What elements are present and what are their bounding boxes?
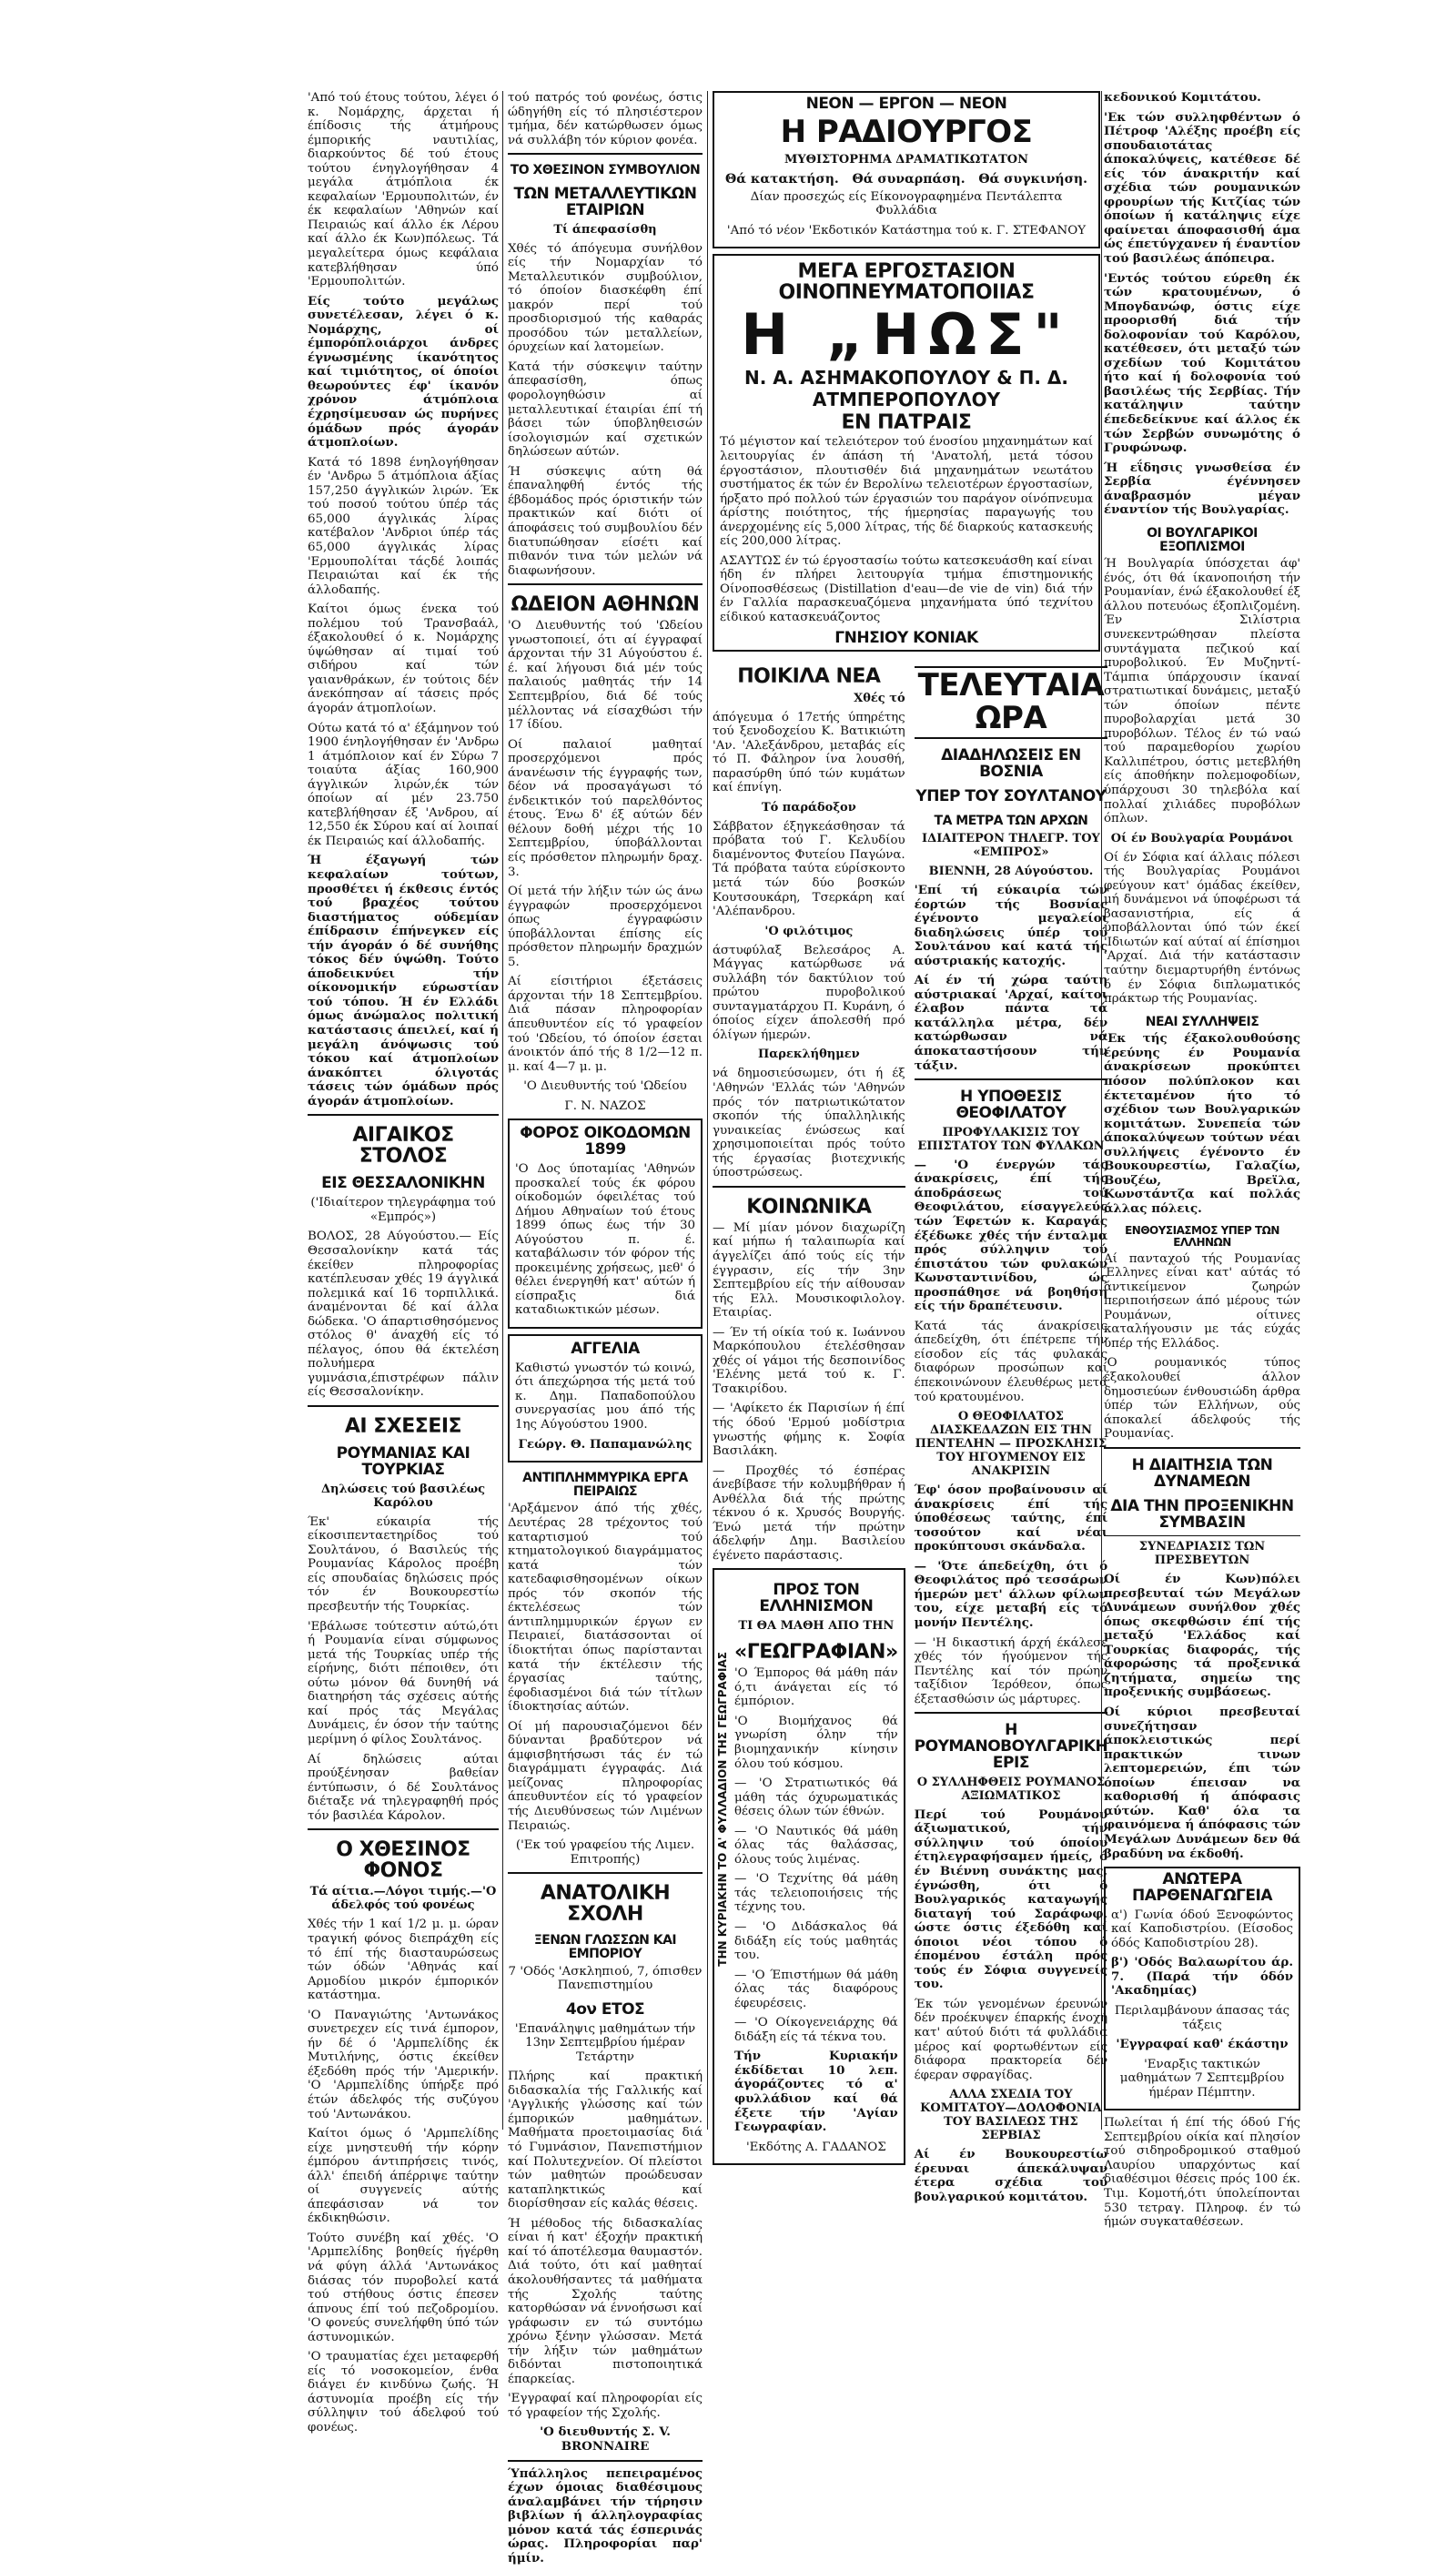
headline: ΤΕΛΕΥΤΑΙΑ ΩΡΑ	[915, 666, 1108, 738]
subheading: ΜΥΘΙΣΤΟΡΗΜΑ ΔΡΑΜΑΤΙΚΩΤΑΤΟΝ	[784, 152, 1029, 167]
paragraph: Δίαν προσεχώς είς Είκονογραφημένα Πεντάλεπτα Φυλλάδια	[750, 189, 1063, 218]
headline: ΕΝΘΟΥΣΙΑΣΜΟΣ ΥΠΕΡ ΤΩΝ ΕΛΛΗΝΩΝ	[1125, 1224, 1279, 1250]
headline: ΑΝΑΤΟΛΙΚΗ ΣΧΟΛΗ	[540, 1882, 671, 1927]
headline: ΔΙΑΔΗΛΩΣΕΙΣ ΕΝ ΒΟΣΝΙΑ	[941, 745, 1081, 781]
signature: 'Ο Διευθυντής τού 'Ωδείου	[523, 1079, 687, 1094]
paragraph: 'Αρξάμενον άπό τής χθές, Δευτέρας 28 τρέχοντος τού καταρτισμού τού κτηματολογικού διαγράμματος κατά τών κατεδαφισθησομένων οίκων πρός τόν σκοπόν τής έκτελέσεως τών άντιπλημμυρικών έργων εν Πειραιεί, διατάσσονται οί ίδιοκτήται όπως παρίστανται κατά τήν έκτέλεσιν τής έργασίας ταύτης, έφοδιασμένοι διά τών τίτλων ίδιοκτησίας αύτών.	[508, 1502, 703, 1715]
headline: ΓΝΗΣΙΟΥ ΚΟΝΙΑΚ	[834, 628, 978, 647]
divider	[308, 1405, 499, 1407]
paragraph: Κατά τό 1898 ένηλογήθησαν έν 'Ανδρω 5 άτμόπλοια άξίας 157,250 άγγλικών λιρών. Έκ τού ποσού τούτου ύπέρ τάς 65,000 άγγλικάς λίρας κατέβαλον 'Ανδριοι ύπέρ τάς 65,000 άγγλικάς λίρας 'Ερμουπολίται τάςδέ λοιπάς Πειραιώται καί έκ τής άλλοδαπής.	[308, 455, 499, 597]
notice-box	[508, 1118, 703, 1329]
paragraph: Αί πανταχού τής Ρουμανίας Έλληνες είναι κατ' αύτάς τό άντικείμενον ζωηρών περιποιήσεων άπό μέρους τών Ρουμάνων, οίτινες καταλήγουσιν με τάς εύχάς ύπέρ τής Ελλάδος.	[1104, 1251, 1300, 1351]
paragraph: 'Από τού έτους τούτου, λέγει ό κ. Νομάρχης, άρχεται ή έπίδοσις τής άτμήρους έμπορικής ναυτιλίας, διαρκούντος δέ τού έτους τούτου ένηγλογήθησαν 4 μεγάλα άτμόπλοια έκ κεφαλαίων 'Ερμουπολιτών, έν έκ κεφαλαίων 'Αθηνών καί Πειραιώς καί άλλο έκ Λέρου καί άλλο έκ Κων)πόλεως. Τά μεγαλείτερα όμως κεφάλαια κατεβλήθησαν ύπό 'Ερμουπολιτών.	[308, 91, 499, 289]
headline: ΤΩΝ ΜΕΤΑΛΛΕΥΤΙΚΩΝ ΕΤΑΙΡΙΩΝ	[513, 184, 697, 219]
headline: ΕΙΣ ΘΕΣΣΑΛΟΝΙΚΗΝ	[321, 1174, 485, 1193]
paragraph: Κατά τήν σύσκεψιν ταύτην άπεφασίσθη, όπως φορολογηθώσιν αί μεταλλευτικαί έταιρίαι έπί τή βάσει τών ύποβληθεισών ίσολογισμών καί σχετικών δηλώσεων αύτών.	[508, 359, 703, 460]
paragraph: Καίτοι όμως ένεκα τού πολέμου τού Τρανσβαάλ, έξακολουθεί ό κ. Νομάρχης ύψώθησαν αί τιμαί τού σιδήρου καί τών γαιανθράκων, έν τούτοις δέν άνεκόπησαν αί τάσεις πρός άγοράν άτμοπλοίων.	[308, 602, 499, 715]
paragraph: Τούτο συνέβη καί χθές. 'Ο 'Αρμπελίδης βοηθείς ήγέρθη νά φύγη άλλά 'Αντωνάκος διάσας τόν πυροβολεί κατά τού στήθους όστις έπεσεν άπνους έπί τού πεζοδρομίου. 'Ο φονεύς συνελήφθη ύπό τών άστυνομικών.	[308, 2231, 499, 2344]
divider	[308, 1828, 499, 1830]
signature: Γ. Ν. ΝΑΖΟΣ	[564, 1098, 646, 1113]
paragraph: Κατά τάς άνακρίσεις άπεδείχθη, ότι έπέτρεπε τήν είσοδον είς τάς φυλακάς διαφόρων προσώπων καί έπεκοινώνουν έλευθέρως μετά τού κρατουμένου.	[914, 1319, 1108, 1404]
divider	[508, 1872, 703, 1874]
column-3	[713, 91, 1108, 2210]
tagline: Θά συγκινήση.	[978, 171, 1087, 187]
headline: ΚΟΙΝΩΝΙΚΑ	[746, 1195, 872, 1219]
ad-taglines	[725, 172, 1087, 187]
paragraph: 'Εγγραφαί καί πληροφορίαι είς τό γραφείον τής Σχολής.	[508, 2392, 703, 2420]
paragraph: 'Εκ τής έξακολουθούσης έρεύνης έν Ρουμανία άνακρίσεων προκύπτει πόσον πολύπλοκον και έκτεταμένον ήτο τό σχέδιον των Βουλγαρικών κομιτάτων. Συνεπεία τών άποκαλύψεων τούτων νέαι συλλήψεις έγένοντο έν Βουκουρεστίω, Γαλαζίω, Βουζέω, Βρεϊλα, Κωνστάντζα καί πολλάς άλλας πόλεις.	[1104, 1031, 1300, 1216]
headline: ΑΓΓΕΛΙΑ	[571, 1339, 640, 1358]
ad-box	[1104, 1867, 1300, 2110]
vertical-caption: ΤΗΝ ΚΥΡΙΑΚΗΝ ΤΟ Α' ΦΥΛΛΑΔΙΟΝ ΤΗΣ ΓΕΩΓΡΑΦΙΑΣ	[716, 1652, 729, 1968]
paragraph: Τήν Κυριακήν έκδίδεται 10 λεπ. άγοράζοντες τό α' φυλλάδιον καί θά έξετε τήν 'Αγίαν Γεωγραφίαν.	[734, 2049, 898, 2135]
headline: ΡΟΥΜΑΝΙΑΣ ΚΑΙ ΤΟΥΡΚΙΑΣ	[336, 1444, 470, 1479]
headline: ΑΙ ΣΧΕΣΕΙΣ	[344, 1414, 462, 1438]
headline: ΠΟΙΚΙΛΑ ΝΕΑ	[737, 665, 881, 689]
headline: ΦΟΡΟΣ ΟΙΚΟΔΟΜΩΝ 1899	[520, 1124, 691, 1159]
paragraph: Ή Βουλγαρία ύπόσχεται άφ' ένός, ότι θά ίκανοποιήση τήν Ρουμανίαν, ένώ έξακολουθεί έξ άλλου ποτευόως έξοπλιζομένη. Έν Σιλίστρια συνεκεντρώθησαν πλείστα συντάγματα πεζικού καί πυροβολικού. Έν Μυζηντί-Τάμπια ύπάρχουσιν ίκαναί στρατιωτικαί δυνάμεις, μεταξύ τών όποίων πέντε πυροβολαρχίαι μετά 30 πυροβόλων. Τέλος έν τώ ναώ τού παραμεθορίου χωρίου Καλλιπέτρου, όστις μετεβλήθη είς άποθήκην πολεμοφοδίων, ύπάρχουσι 30 τηλεβόλα καί πολλαί χιλιάδες πυροβόλων όπλων.	[1104, 557, 1300, 826]
paragraph: 'Εγγραφαί καθ' έκάστην	[1116, 2037, 1289, 2052]
paragraph: — 'Ο Οίκογενειάρχης θά διδάξη είς τά τέκνα του.	[734, 2016, 898, 2044]
paragraph: ('Ιδιαίτερον τηλεγράφημα τού «Εμπρός»)	[310, 1196, 496, 1224]
paragraph: Είς τούτο μεγάλως συνετέλεσαν, λέγει ό κ. Νομάρχης, οί έμπορόπλοιάρχοι άνδρες έγνωσμένης ίκανότητος καί τιμιότητος, οί όποίοι θεωρούντες έφ' ίκανόν χρόνον άτμόπλοια έχρησίμευσαν ώς πυρήνες όμάδων πρός άγοράν άτμοπλοίων.	[308, 293, 499, 450]
headline: Η „ΗΩΣ"	[741, 301, 1072, 369]
subheading: Παρεκλήθημεν	[757, 1048, 860, 1062]
paragraph: 'Ο Δος ύποταμίας 'Αθηνών προσκαλεί τούς έκ φόρου οίκοδομών όφειλέτας τού Δήμου Αθηναίων τού έτους 1899 όπως έως τήν 30 Αύγούστου π. έ. καταβάλωσιν τόν φόρον τής προκειμένης χρήσεως, μεθ' ό θέλει ένεργηθή κατ' αύτών ή είσπραξις διά καταδιωκτικών μέσων.	[515, 1161, 695, 1318]
headline: Η ΥΠΟΘΕΣΙΣ ΘΕΟΦΙΛΑΤΟΥ	[956, 1088, 1067, 1122]
divider	[713, 1186, 905, 1188]
paragraph: Ή έξαγωγή τών κεφαλαίων τούτων, προσθέτει ή έκθεσις έντός τού βραχέος τούτου διαστήματος ούδεμίαν έπίδρασιν έπήνεγκεν είς τήν άγοράν ό δέ συνήθης τόκος δέν ύψώθη. Τούτο άποδεικνύει τήν οίκονομικήν εύρωστίαν τού τόπου. Ή έν Ελλάδι όμως άνώμαλος πολιτική κατάστασις άπειλεί, καί ή μεγάλη άνόψωσις τού τόκου καί άτμοπλοίων άνακόπτει όλιγοτάς τάσεις τών όμάδων πρός άγοράν άτμοπλοίων.	[308, 853, 499, 1108]
column-3-split	[713, 657, 1108, 2210]
paragraph: 'Ο Βιομήχανος θά γνωρίση όλην τήν βιομηχανικήν κίνησιν όλου τού κόσμου.	[734, 1714, 898, 1771]
paragraph: 'Από τό νέον 'Εκδοτικόν Κατάστημα τού κ. Γ. ΣΤΕΦΑΝΟΥ	[726, 223, 1087, 238]
paragraph: 'Ο Έμπορος θά μάθη πάν ό,τι άνάγεται είς τό έμπόριον.	[734, 1666, 898, 1709]
paragraph: — 'Ότε άπεδείχθη, ότι ό Θεοφιλάτος πρό τεσσάρων ήμερών μετ' άλλων φίλων του, είχε μεταβή είς τό μονήν Πεντέλης.	[914, 1558, 1108, 1631]
paragraph: Οί έν Κων)πόλει πρεσβευταί τών Μεγάλων Δυνάμεων συνήλθον χθές όπως σκεφθώσιν έπί τής μεταξύ 'Ελλάδος καί Τουρκίας διαφοράς, τής άφορώσης τά προξενικά ζητήματα, σημείω της προξενικής συμβάσεως.	[1104, 1572, 1300, 1700]
paragraph: 'Επί τή εύκαιρία τών έορτών τής Βοσνίας έγένοντο μεγαλείοι διαδηλώσεις ύπέρ τού Σουλτάνου καί κατά τής αύστριακής κατοχής.	[914, 883, 1108, 968]
column-rule	[707, 91, 708, 2130]
paragraph: ΑΣΑΥΤΩΣ έν τώ έργοστασίω τούτω κατεσκευάσθη καί είναι ήδη έν πλήρει λειτουργία τμήμα έπιστημονικής Οίνοποσθέσεως (Distillation d'eau—de vie de vin) διά τήν έν Γαλλία παρασκευαζόμενα μηχανήματα ύπό τεχνίτου είδικού κατασκευάζοντος	[720, 553, 1093, 625]
divider	[308, 1114, 499, 1116]
headline: ΞΕΝΩΝ ΓΛΩΣΣΩΝ ΚΑΙ ΕΜΠΟΡΙΟΥ	[533, 1933, 677, 1962]
paragraph: 'Εντός τούτου εύρεθη έκ τών κρατουμένων, ό Μπογδανώφ, όστις είχε προορισθή διά τήν δολοφονίαν τού Καρόλου, κατέθεσεν, ότι μεταξύ τών σχεδίων τού Κομιτάτου ήτο καί ή δολοφονία τού βασιλέως τής Σερβίας. Τήν κατάληψιν ταύτην έπεδεδείκνυε καί άλλος έκ τών Σερβών συνωμότης ό Γρυφώνωφ.	[1104, 270, 1300, 456]
paragraph: Αί δηλώσεις αύται προύξένησαν βαθείαν έντύπωσιν, ό δέ Σουλτάνος διέταξε νά τηλεγραφηθή πρός τόν βασιλέα Κάρολον.	[308, 1752, 499, 1823]
headline: ΤΑ ΜΕΤΡΑ ΤΩΝ ΑΡΧΩΝ	[934, 814, 1088, 829]
paragraph: Σάββατον έξηγκεάσθησαν τά πρόβατα τού Γ. Κελυδίου διαμένοντος Φυτείου Παγώνα. Τά πρόβατα ταύτα εύρίσκοντο μετά τών δύο βοσκών Κουτσουκάρη, Τσερκάρη καί 'Αλέπανδρου.	[713, 819, 905, 919]
divider	[1104, 1447, 1300, 1449]
column-2	[508, 91, 703, 2571]
subheading: ΙΔΙΑΙΤΕΡΟΝ ΤΗΛΕΓΡ. ΤΟΥ «ΕΜΠΡΟΣ»	[922, 832, 1100, 859]
ad-box	[713, 1568, 905, 2165]
paragraph: τού πατρός τού φονέως, όστις ώδηγήθη είς τό πλησιέστερον τμήμα, δέν κατώρθωσεν όμως νά συλλάβη τόν κύριον φονέα.	[508, 91, 703, 147]
subheading: Ο ΣΥΛΛΗΦΘΕΙΣ ΡΟΥΜΑΝΟΣ ΑΞΙΩΜΑΤΙΚΟΣ	[916, 1775, 1106, 1803]
paragraph: Οί έν Σόφια καί άλλαις πόλεσι τής Βουλγαρίας Ρουμάνοι φεύγουν κατ' όμάδας έκείθεν, μή δυνάμενοι νά ύποφέρωσι τά βασανιστήρια, είς ά ύποβάλλονται ύπό τών έκεί 'Ιδιωτών καί αύταί αί έπίσημοι 'Αρχαί. Διά τήν κατάστασιν ταύτην διεμαρτυρήθη έντόνως ό έν Σόφια διπλωματικός πράκτωρ τής Ρουμανίας.	[1104, 850, 1300, 1007]
subheading: ΤΙ ΘΑ ΜΑΘΗ ΑΠΟ ΤΗΝ	[738, 1619, 895, 1634]
paragraph: 7 'Οδός 'Ασκληπιού, 7, όπισθεν Πανεπιστημίου	[508, 1964, 703, 1993]
paragraph: 'Επανάληψις μαθημάτων τήν 13ην Σεπτεμβρίου ήμέραν Τετάρτην	[514, 2021, 696, 2064]
paragraph: νά δημοσιεύσωμεν, ότι ή έξ 'Αθηνών 'Ελλάς τών 'Αθηνών πρός τόν πατριωτικώτατον σκοπόν τής ύπαλληλικής γυναικείας ένώσεως καί χρησιμοποιείται πρός τούτο τής έργασίας βιοτεχνικής ύποστρώσεως.	[713, 1067, 905, 1180]
headline: Η ΡΑΔΙΟΥΡΓΟΣ	[780, 113, 1033, 150]
paragraph: Ύπάλληλος πεπειραμένος έχων όμοιας διαθέσιμους άναλαμβάνει τήν τήρησιν βιβλίων ή άλληλογραφίας μόνον κατά τάς έσπερινάς ώρας. Πληροφορίαι παρ' ήμίν.	[508, 2465, 703, 2566]
paragraph: — 'Η δικαστική άρχή έκάλεσε χθές τόν ήγούμενον τής Πεντέλης καί τόν πρώην ταξίδιον Ίερόθεον, όπως έξετασθώσιν ώς μάρτυρες.	[914, 1635, 1108, 1706]
paragraph: Έφ' όσον προβαίνουσιν αί άνακρίσεις έπί τής ύποθέσεως ταύτης, έπί τοσούτον καί νέαι προκύπτουσι σκάνδαλα.	[914, 1483, 1108, 1554]
paragraph: Πωλείται ή έπί τής όδού Γής Σεπτεμβρίου οίκία καί πλησίον τού σιδηροδρομικού σταθμού Λαυρίου υπαρχόντως καί διαθέσιμοι θέσεις πρός 100 έκ. Τιμ. Κομοτή,ότι ύπολείπονται 530 τετραγ. Πληροφ. έν τώ ήμών συγκαταθέσεων.	[1104, 2116, 1300, 2230]
headline: ΑΙΓΑΙΚΟΣ ΣΤΟΛΟΣ	[352, 1124, 454, 1169]
paragraph: Χθές τό άπόγευμα συνήλθον είς τήν Νομαρχίαν τό Μεταλλευτικόν συμβούλιον, τό όποίον διασκέφθη έπί μακρόν περί τού προσδιορισμού τής καθαράς προσόδου τών μεταλλείων, όρυχείων καί λατομείων.	[508, 241, 703, 355]
paragraph: Οί μή παρουσιαζόμενοι δέν δύνανται βραδύτερον νά άμφισβητήσωσι τάς έν τώ διαγράμματι έγγραφάς. Διά μείζονας πληροφορίας άπευθυντέον είς τό γραφείον τής Διευθύνσεως τών Λιμένων Πειραιώς.	[508, 1719, 703, 1833]
paragraph: Οί μετά τήν λήξιν τών ώς άνω έγγραφών προσερχόμενοι όπως έγγραφώσιν ύποβάλλονται έπίσης είς πρόσθετον πληρωμήν δραχμών 5.	[508, 885, 703, 969]
tagline: Θά συναρπάση.	[852, 171, 966, 187]
column-rule	[502, 91, 503, 2130]
subheading: Τά αίτια.—Λόγοι τιμής.—'Ο άδελφός τού φονέως	[309, 1885, 497, 1913]
subheading: Χθές τό	[854, 691, 905, 705]
ad-box	[713, 91, 1100, 248]
paragraph: β') 'Οδός Βαλαωρίτου άρ. 7. (Παρά τήν όδόν 'Ακαδημίας)	[1111, 1955, 1293, 1999]
divider	[508, 583, 703, 585]
ad-box	[713, 254, 1100, 652]
headline: Η ΔΙΑΙΤΗΣΙΑ ΤΩΝ ΔΥΝΑΜΕΩΝ	[1131, 1455, 1273, 1491]
headline: ΩΔΕΙΟΝ ΑΘΗΝΩΝ	[511, 593, 700, 617]
divider	[508, 2460, 703, 2462]
paragraph: Αί έν τή χώρα ταύτη αύστριακαί 'Αρχαί, καίτοι έλαβον πάντα τά κατάλληλα μέτρα, δέν κατώρθωσαν νά άποκαταστήσουν τήν τάξιν.	[914, 973, 1108, 1073]
headline: ΥΠΕΡ ΤΟΥ ΣΟΥΛΤΑΝΟΥ	[915, 787, 1107, 806]
paragraph: Ή εΐδησις γνωσθείσα έν Σερβία έγέννησεν άναβρασμόν μέγαν έναντίον τής Βουλγαρίας.	[1104, 460, 1300, 518]
paragraph: άστυφύλαξ Βελεσάρος Α. Μάγγας κατώρθωσε νά συλλάβη τόν δακτύλιον τού πρώτου πυροβολικού συνταγματάρχου Π. Κυράνη, ό όποίος είχεν άπολεσθή πρό όλίγων ήμερών.	[713, 943, 905, 1042]
headline: ΟΙ ΒΟΥΛΓΑΡΙΚΟΙ ΕΞΟΠΛΙΣΜΟΙ	[1147, 525, 1258, 554]
subheading: 'Ο φιλότιμος	[764, 924, 854, 938]
paragraph: κεδονικού Κομιτάτου.	[1104, 90, 1261, 105]
paragraph: — Έν τή οίκία τού κ. Ιωάννου Μαρκόπουλου έτελέσθησαν χθές οί γάμοι τής δεσποινίδος 'Ελένης μετά τού κ. Γ. Τσακιρίδου.	[713, 1325, 905, 1396]
paragraph: Πλήρης καί πρακτική διδασκαλία τής Γαλλικής καί 'Αγγλικής γλώσσης καί τών έμπορικών μαθημάτων. Μαθήματα προετοιμασίας διά τό Γυμνάσιον, Πανεπιστήμιον καί Πολυτεχνείον. Οί πλείστοι τών μαθητών προώδευσαν καταπληκτικώς καί διορίσθησαν είς καλάς θέσεις.	[508, 2070, 703, 2212]
column-3-left	[713, 657, 905, 2210]
paragraph: ΒΟΛΟΣ, 28 Αύγούστου.— Είς Θεσσαλονίκην κατά τάς έκείθεν πληροφορίας κατέπλευσαν χθές 19 άγγλικά πολεμικά καί 16 τορπιλλικά. άναμένονται δέ καί άλλα δώδεκα. 'Ο άπαρτισθησόμενος στόλος θ' άναχθή είς τό πέλαγος, όπου θά έκτελέση πολυήμερα γυμνάσια,έπιστρέφων πάλιν είς Θεσσαλονίκην.	[308, 1230, 499, 1400]
subheading: ΑΛΛΑ ΣΧΕΔΙΑ ΤΟΥ ΚΟΜΙΤΑΤΟΥ—ΔΟΛΟΦΟΝΙΑ ΤΟΥ ΒΑΣΙΛΕΩΣ ΤΗΣ ΣΕΡΒΙΑΣ	[920, 2088, 1102, 2143]
notice-box	[508, 1334, 703, 1463]
paragraph: Καίτοι όμως ό 'Αρμπελίδης είχε μνηστευθή τήν κόρην έμπόρου άντιπρήσεις τινός, άλλ' έπειδή άπέρριψε ταύτην οί συγγενείς αύτής άπεφάσισαν νά τον έκδικηθώσιν.	[308, 2127, 499, 2226]
signature: ('Εκ τού γραφείου τής Λιμεν. Επιτροπής)	[515, 1838, 695, 1867]
headline: Η ΡΟΥΜΑΝΟΒΟΥΛΓΑΡΙΚΗ ΕΡΙΣ	[914, 1721, 1108, 1772]
headline: ΝΕΟΝ — ΕΡΓΟΝ — ΝΕΟΝ	[805, 95, 1007, 113]
paragraph: — 'Αφίκετο έκ Παρισίων ή έπί τής όδού 'Ερμού μοδίστρια γνωστής φήμης κ. Σοφία Βασιλάκη.	[713, 1402, 905, 1459]
headline: ΠΡΟΣ ΤΟΝ ΕΛΛΗΝΙΣΜΟΝ	[759, 1581, 874, 1616]
headline: ΝΕΑΙ ΣΥΛΛΗΨΕΙΣ	[1145, 1014, 1259, 1029]
headline: 4ον ΕΤΟΣ	[565, 1999, 645, 2019]
column-3-right	[915, 657, 1108, 2210]
paragraph: Έκ' εύκαιρία τής είκοσιπενταετηρίδος τού Σουλτάνου, ό Βασιλεύς τής Ρουμανίας Κάρολος προέβη είς σπουδαίας δηλώσεις πρός τόν έν Βουκουρεστίω πρεσβευτήν τής Τουρκίας.	[308, 1514, 499, 1614]
subheading: ΠΡΟΦΥΛΑΚΙΣΙΣ ΤΟΥ ΕΠΙΣΤΑΤΟΥ ΤΩΝ ΦΥΛΑΚΩΝ	[917, 1125, 1105, 1153]
paragraph: 'Ο ρουμανικός τύπος έξακολουθεί άλλον δημοσιεύων ένθουσιώδη άρθρα ύπέρ τών Ελλήνων, ούς άποκαλεί άδελφούς τής Ρουμανίας.	[1104, 1356, 1300, 1442]
subheading: Οί έν Βουλγαρία Ρουμάνοι	[1110, 831, 1294, 845]
headline: ΕΝ ΠΑΤΡΑΙΣ	[841, 411, 972, 435]
paragraph: 'Ο Παναγιώτης 'Αντωνάκος συνετρεχεν είς τινά έμπορον, ήν δέ ό 'Αρμπελίδης έκ Μυτιλήνης, όστις έκείθεν έξεδόθη πρός τήν 'Αμερικήν. 'Ο 'Αρμπελίδης ύπήρξε πρό έτών άδελφός τής συζύγου τού 'Αντωνάκου.	[308, 2008, 499, 2121]
paragraph: — 'Ο Στρατιωτικός θά μάθη τάς όχυρωματικάς θέσεις όλων τών έθνών.	[734, 1776, 898, 1819]
subheading: ΣΥΝΕΔΡΙΑΣΙΣ ΤΩΝ ΠΡΕΣΒΕΥΤΩΝ	[1138, 1540, 1266, 1568]
column-1	[308, 91, 499, 2441]
paragraph: — Προχθές τό έσπέρας άνεβίβασε τήν κολυμβήθραν ή Ανθέλλα διά τής πρώτης τέκνου ό κ. Χρυσός Βουργής. Ένώ μετά τήν πρώτην άδελφήν Δημ. Βασιλείου έγένετο παράστασις.	[713, 1463, 905, 1563]
signature: 'Ο διευθυντής Σ. V. BRONNAIRE	[540, 2424, 671, 2454]
headline: «ΓΕΩΓΡΑΦΙΑΝ»	[734, 1641, 898, 1665]
subheading: Τό παράδοξον	[761, 800, 856, 815]
paragraph: 'Εβάλωσε τούτεστιν αύτώ,ότι ή Ρουμανία είναι σύμφωνος μετά τής Τουρκίας υπέρ τής είρήνης, διότι πέποιθεν, ότι ούτω μόνον θά δυνηθή νά διατηρήση τάς σχέσεις αύτής καί πρός τάς Μεγάλας Δυνάμεις, έν όσον τήν ταύτης μερίμνη ό φίλος Σουλτάνος.	[308, 1619, 499, 1746]
paragraph: Χθές τήν 1 καί 1/2 μ. μ. ώραν τραγική φόνος διεπράχθη είς τό έπί τής διασταυρώσεως τών όδών 'Αθηνάς καί Αρμοδίου μικρόν έμπορικόν κατάστημα.	[308, 1918, 499, 2003]
paragraph: α') Γωνία όδού Ξενοφώντος καί Καποδιστρίου. (Είσοδος όδός Καποδιστρίου 28).	[1111, 1908, 1293, 1950]
subheading: Ο ΘΕΟΦΙΛΑΤΟΣ ΔΙΑΣΚΕΔΑΖΩΝ ΕΙΣ ΤΗΝ ΠΕΝΤΕΛΗΝ — ΠΡΟΣΚΛΗΣΙΣ ΤΟΥ ΗΓΟΥΜΕΝΟΥ ΕΙΣ ΑΝΑΚΡΙΣΙΝ	[915, 1410, 1107, 1479]
divider	[508, 153, 703, 155]
subheading: Τί άπεφασίσθη	[553, 222, 657, 237]
headline: ΜΕΓΑ ΕΡΓΟΣΤΑΣΙΟΝ ΟΙΝΟΠΝΕΥΜΑΤΟΠΟΙΙΑΣ	[778, 260, 1035, 305]
paragraph: Οί παλαιοί μαθηταί προσερχόμενοι πρός άνανέωσιν τής έγγραφής των, δέον νά προσαγάγωσι τό ένδεικτικόν τού παρελθόντος έτους. Ένω δ' έξ αύτών δέν θέλουν δοθή μέχρι τής 10 Σεπτεμβρίου, ύποβάλλονται είς πρόσθετον πληρωμήν δραχ. 3.	[508, 737, 703, 879]
paragraph: — 'Ο Τεχνίτης θά μάθη τάς τελειοποιήσεις τής τέχνης του.	[734, 1872, 898, 1915]
signature: 'Εκδότης Α. ΓΑΔΑΝΟΣ	[745, 2140, 886, 2154]
headline: ΤΟ ΧΘΕΣΙΝΟΝ ΣΥΜΒΟΥΛΙΟΝ	[510, 163, 701, 178]
paragraph: 'Ο τραυματίας έχει μεταφερθή είς τό νοσοκομείον, ένθα διάγει έν κινδύνω ζωής. Ή άστυνομία προέβη είς τήν σύλληψιν τού άδελφού τού φονέως.	[308, 2350, 499, 2435]
paragraph: — Μί μίαν μόνον διαχωρίζη καί μήπω ή ταλαιπωρία καί άγγελίζει άπό τούς είς τήν έγγρασιν, είς τήν 3ην Σεπτεμβρίου είς τήν αίθουσαν τής Ελλ. Μουσικοφιλολογ. Εταιρίας.	[713, 1220, 905, 1321]
subheading: ΒΙΕΝΝΗ, 28 Αύγούστου.	[928, 865, 1094, 878]
headline: Ο ΧΘΕΣΙΝΟΣ ΦΟΝΟΣ	[336, 1838, 470, 1883]
headline: ΑΝΩΤΕΡΑ ΠΑΡΘΕΝΑΓΩΓΕΙΑ	[1131, 1870, 1272, 1905]
paragraph: Αί είσιτήριοι έξετάσεις άρχονται τήν 18 Σεπτεμβρίου. Διά πάσαν πληροφορίαν άπευθυντέον είς τό γραφείον τού 'Ωδείου, τό όποίον έσεται άνοικτόν άπό τής 8 1/2—12 π. μ. καί 4—7 μ. μ.	[508, 975, 703, 1074]
divider	[915, 1712, 1108, 1714]
headline: Ν. Α. ΑΣΗΜΑΚΟΠΟΥΛΟΥ & Π. Δ. ΑΤΜΠΕΡΟΠΟΥΛΟΥ	[743, 367, 1069, 411]
tagline: Θά κατακτήση.	[725, 171, 839, 187]
column-4	[1104, 91, 1300, 2235]
paragraph: Ή μέθοδος τής διδασκαλίας είναι ή κατ' έξοχήν πρακτική καί τό άποτέλεσμα θαυμαστόν. Διά τούτο, ότι καί μαθηταί άκολουθήσαντες τά μαθήματα τής Σχολής ταύτης κατορθώσαν νά έννοήσωσι καί γράφωσιν εν τώ συντόμω χρόνω ξένην γλώσσαν. Μετά τήν λήξιν τών μαθημάτων διδόνται πιστοποιητικά έπαρκείας.	[508, 2216, 703, 2386]
paragraph: Καθιστώ γνωστόν τώ κοινώ, ότι άπεχώρησα τής μετά τού κ. Δημ. Παπαδοπούλου συνεργασίας μου άπό τής 1ης Αύγούστου 1900.	[515, 1361, 695, 1432]
paragraph: Έκ τών γενομένων έρευνών δέν προέκυψεν έπαρκής ένοχή κατ' αύτού διότι τά φυλλάδια μέρος καί φορτωθέντων είς διάφορα πρακτορεία δέν έφεραν σφραγίδας.	[914, 1997, 1108, 2082]
headline: ΔΙΑ ΤΗΝ ΠΡΟΞΕΝΙΚΗΝ ΣΥΜΒΑΣΙΝ	[1110, 1497, 1294, 1533]
paragraph: — 'Ο Έπιστήμων θά μάθη όλας τάς διαφόρους έφευρέσεις.	[734, 1968, 898, 2010]
paragraph: 'Ο Διευθυντής τού 'Ωδείου γνωστοποιεί, ότι αί έγγραφαί άρχονται τήν 31 Αύγούστου έ. έ. καί λήγουσι διά μέν τούς παλαιούς μαθητάς τήν 14 Σεπτεμβρίου, διά δέ τούς μέλλοντας νά είσαχθώσι τήν 17 ίδίου.	[508, 619, 703, 733]
subheading: Δηλώσεις τού βασιλέως Καρόλου	[320, 1482, 486, 1510]
paragraph: — 'Ο Ναυτικός θά μάθη όλας τάς θαλάσσας, όλους τούς λιμένας.	[734, 1824, 898, 1867]
paragraph: 'Εκ τών συλληφθέντων ό Πέτροφ 'Αλέξης προέβη είς σπουδαιοτάτας άποκαλύψεις, κατέθεσε δέ είς τόν άνακριτήν καί σχέδια τών ρουμανικών φρουρίων τής Κιτζίας τών όποίων ή κατάληψις είχε φαίνεται άποφασισθή άμα ώς έπετύγχανεν ή έναντίον τού βασιλέως άπόπειρα.	[1104, 109, 1300, 267]
paragraph: — 'Ο Διδάσκαλος θά διδάξη είς τούς μαθητάς του.	[734, 1920, 898, 1963]
paragraph: Αί έν Βουκουρεστίω έρευναι άπεκάλυψαν έτερα σχέδια τού βουλγαρικού κομιτάτου.	[914, 2147, 1108, 2204]
paragraph: 'Εναρξις τακτικών μαθημάτων 7 Σεπτεμβρίου ήμέραν Πέμπτην.	[1119, 2057, 1285, 2100]
paragraph: Τό μέγιστον καί τελειότερον τού ένοσίου μηχανημάτων καί λειτουργίας έν άπάση τή 'Ανατολή, μετά τόσου έργοστάσιον, πλουτισθέν διά μηχανημάτων νεωτάτου συστήματος έκ τών έν Βερολίνω τελειοτέρων έργοστασίων, ήρξατο πρό πολλού τών έργασιών του παράγον οίνόπνευμα άρίστης ποιότητος, τής ήμερησίας παραγωγής του άνερχομένης είς 5,000 λίτρας, τής δέ διαρκούς κατασκευής είς 200,000 λίτρας.	[720, 435, 1093, 549]
paragraph: Ή σύσκεψις αύτη θά έπαναληφθή έντός τής έβδομάδος πρός όριστικήν τών πρακτικών καί διότι οί άποφάσεις τού συμβουλίου δέν διατυπώθησαν είσέτι καί πιθανόν τινα τών μελών νά διαφωνήσουν.	[508, 464, 703, 578]
paragraph: Περιλαμβάνουν άπασας τάς τάξεις	[1114, 2004, 1290, 2032]
paragraph: Περί τού Ρουμάνου άξιωματικού, τήν σύλληψιν τού όποίου έτηλεγραφήσαμεν ήμείς, ό έν Βιέννη συνάκτης μας, έγνώσθη, ότι ό Βουλγαρικός καταγωγής διαταγή τού Σαράφωφ, ώστε όστις έξεδόθη καί όποιοι νέοι τόπου ό έπομένου έστάλη πρός τούς έν Σόφια συγγενείς του.	[914, 1807, 1108, 1992]
divider	[915, 1078, 1108, 1080]
paragraph: Οί κύριοι πρεσβευταί συνεζήτησαν άποκλειστικώς περί πρακτικών τινων λεπτομερειών, έπι τών όποίων έπεισαν να καθορισθή ή άπόφασις αύτών. Καθ' όλα τα φαινόμενα ή άπόφασις τών Μεγάλων Δυνάμεων δεν θά βραδύνη να έκδοθή.	[1104, 1705, 1300, 1861]
paragraph: άπόγευμα ό 17ετής ύπηρέτης τού ξενοδοχείου Κ. Βατικιώτη 'Αν. 'Αλεξάνδρου, μεταβάς είς τό Π. Φάληρον ίνα λουσθή, παρασύρθη ύπό τών κυμάτων καί έπνίγη.	[713, 710, 905, 795]
signature: Γεώργ. Θ. Παπαμανώλης	[518, 1436, 693, 1452]
paragraph: Ούτω κατά τό α' έξάμηνον τού 1900 ένηλογήθησαν έν 'Ανδρω 1 άτμόπλοιον καί έν Σύρω 7 τοιαύτα άξίας 160,900 άγγλικών λιρών,έκ τών όποίων αί μέν 23.750 κατεβλήθησαν έξ 'Ανδρου, αί 12,550 έκ Σύρου καί αί λοιπαί έκ Πειραιώς καί άλλοδαπής.	[308, 721, 499, 848]
headline: ΑΝΤΙΠΛΗΜΜΥΡΙΚΑ ΕΡΓΑ ΠΕΙΡΑΙΩΣ	[522, 1471, 688, 1499]
divider	[1104, 1535, 1300, 1536]
paragraph: — 'Ο ένεργών τάς άνακρίσεις, έπί τής άποδράσεως τού Θεοφιλάτου, είσαγγελεύς τών Έφετών κ. Καραγάς έξέδωκε χθές τήν ένταλμα πρός σύλληψιν τού έπιστάτου τών φυλακών Κωνσταντινίδου, ώς προσπάθησε νά βοηθήση είς τήν δραπέτευσιν.	[914, 1157, 1108, 1314]
